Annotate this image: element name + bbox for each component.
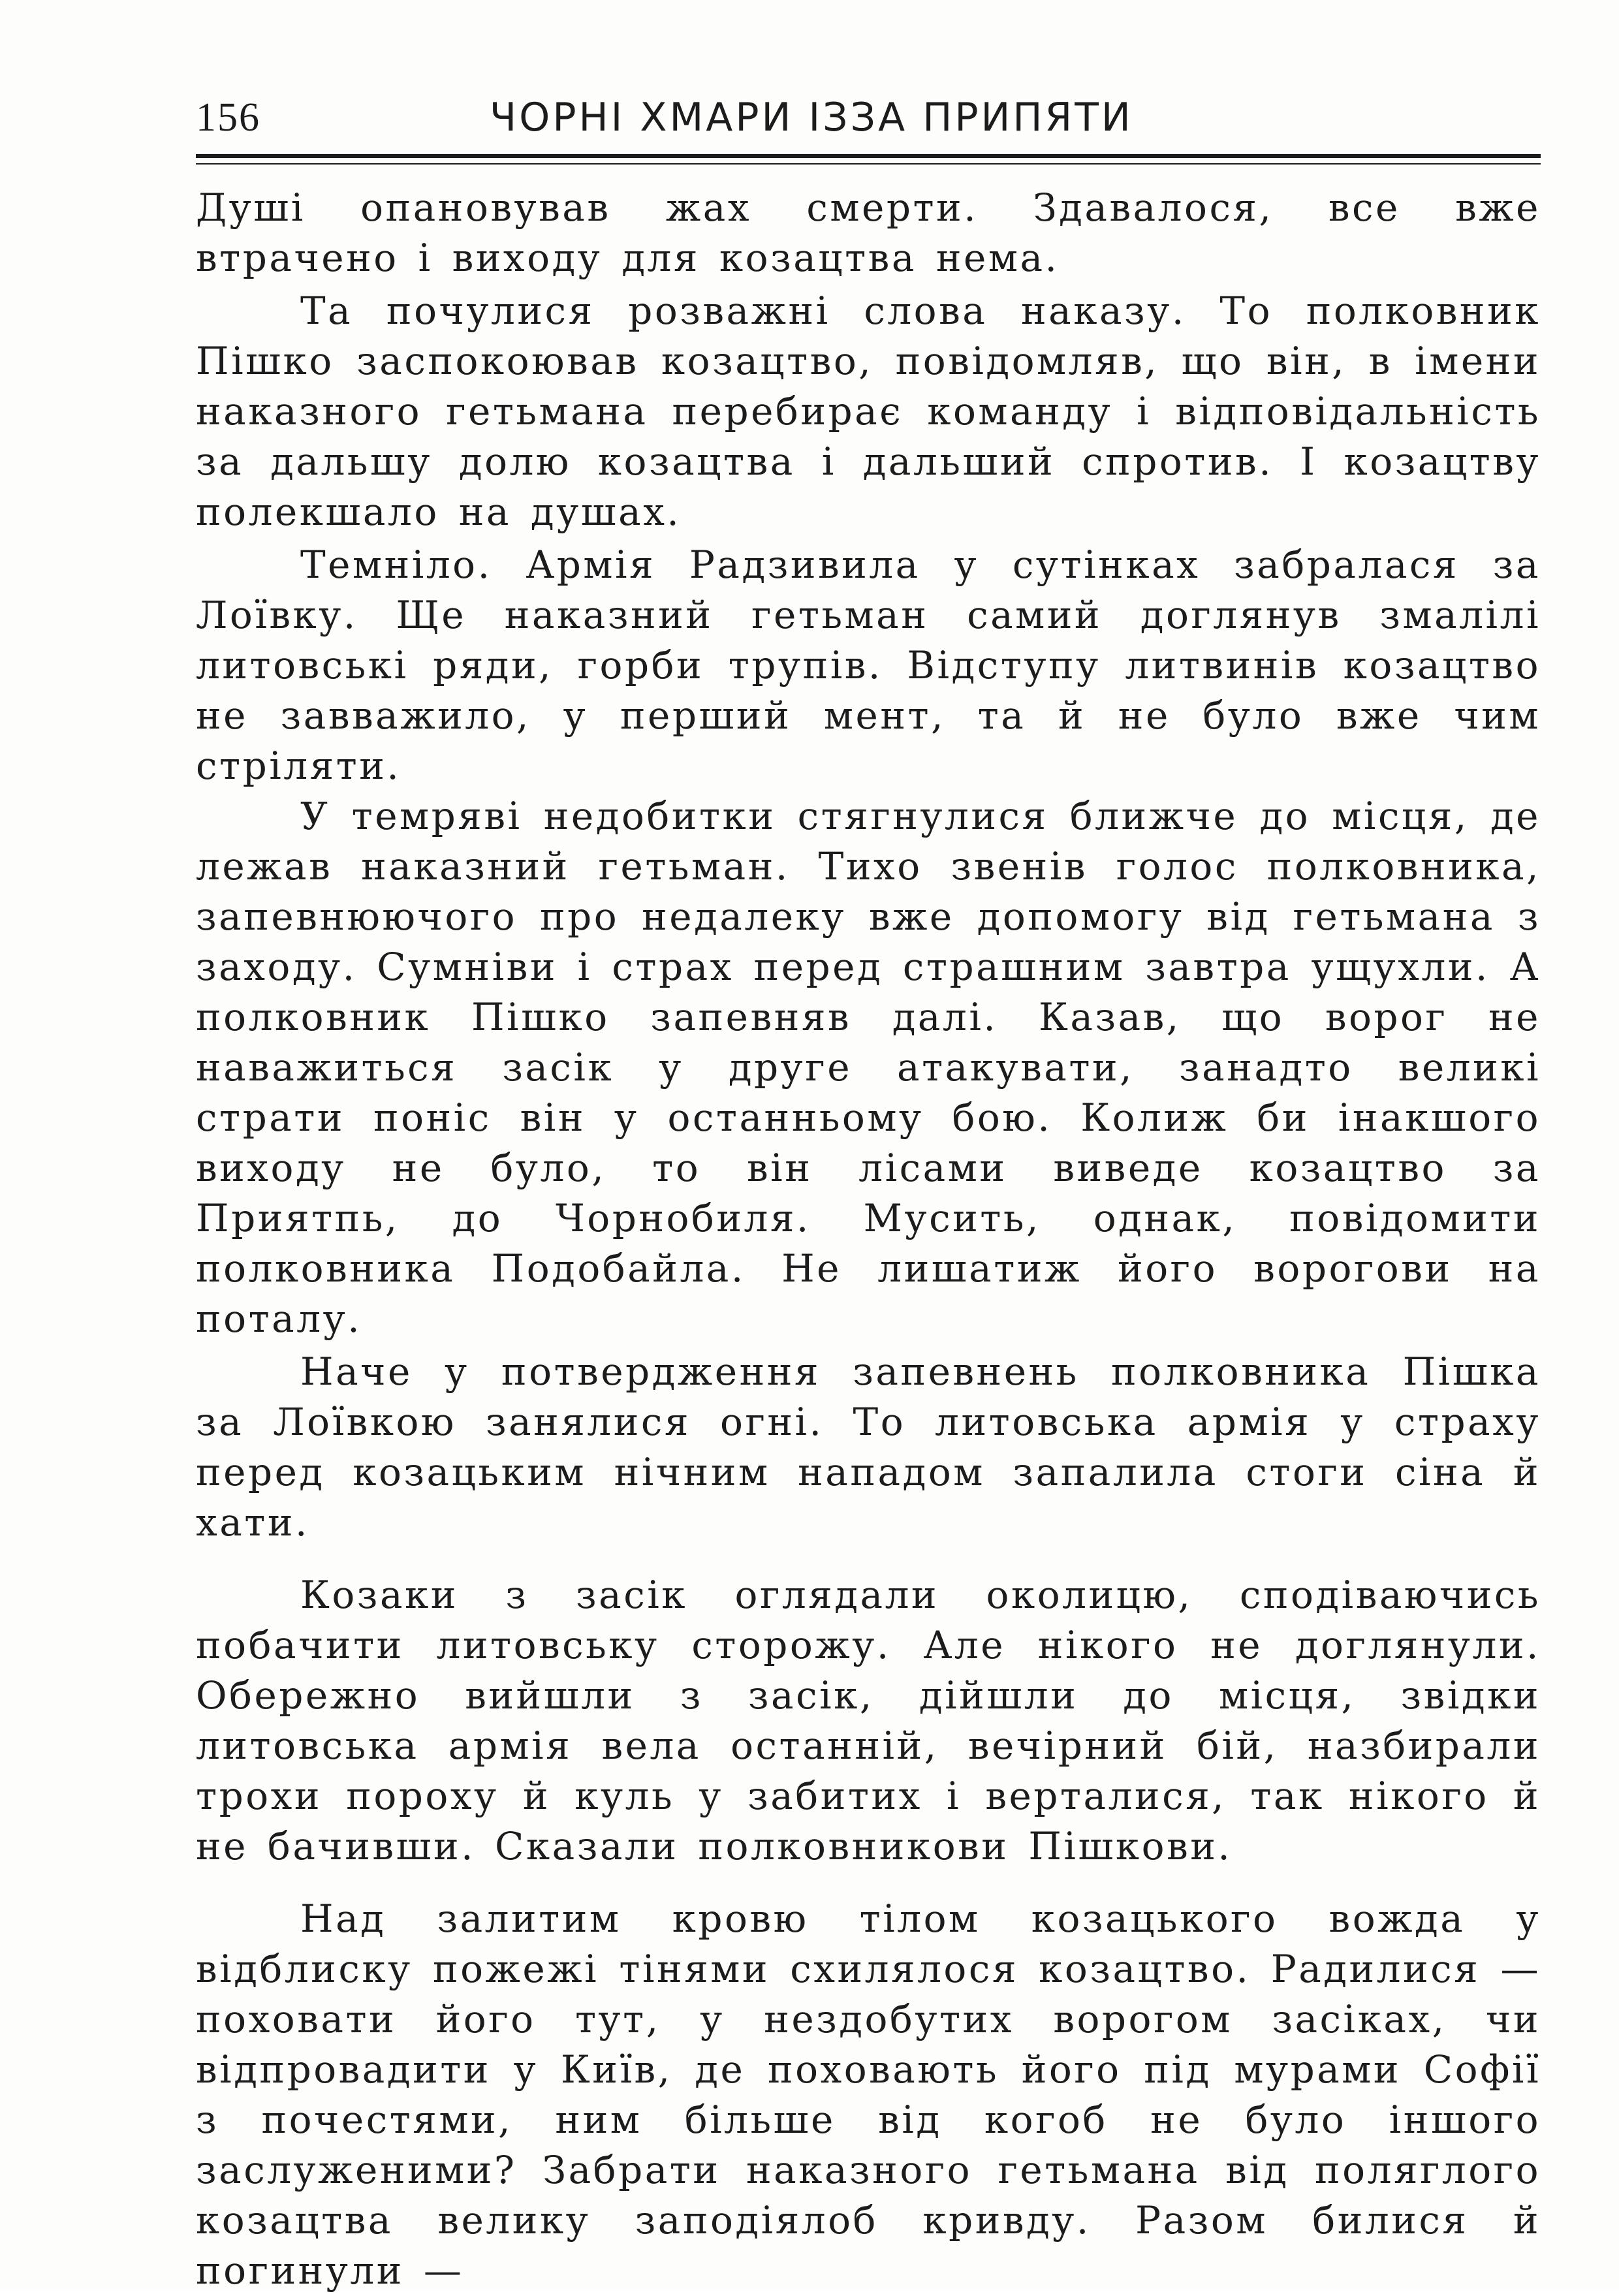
paragraph: Наче у потвердження запевнень полковника Пішка за Лоївкою занялися огні. То литовська армія у страху перед козацьким нічним нападом запалила стоги сіна й хати. xyxy=(196,1349,1541,1545)
paragraph: Темніло. Армія Радзивила у сутінках забралася за Лоївку. Ще наказний гетьман самий доглянув змалілі литовські ряди, горби трупів. Відступу литвинів козацтво не завважило, у перший мент, та й не було вже чим стріляти. xyxy=(196,543,1541,788)
paragraph: У темряві недобитки стягнулися ближче до місця, де лежав наказний гетьман. Тихо звенів голос полковника, запевнюючого про недалеку вже допомогу від гетьмана з заходу. Сумніви і страх перед страшним завтра ущухли. А полковник Пішко запевняв далі. Казав, що ворог не наважиться засік у друге атакувати, занадто великі страти поніс він у останньому бою. Колиж би інакшого виходу не було, то він лісами виведе козацтво за Приятпь, до Чорнобиля. Мусить, однак, повідомити полковника Подобайла. Не лишатиж його ворогови на поталу. xyxy=(196,794,1541,1341)
paragraph: Козаки з засік оглядали околицю, сподіваючись побачити литовську сторожу. Але нікого не доглянули. Обережно вийшли з засік, дійшли до місця, звідки литовська армія вела останній, вечірний бій, назбирали трохи пороху й куль у забитих і верталися, так нікого й не бачивши. Сказали полковникови Пішкови. xyxy=(196,1573,1541,1868)
paragraph: Над залитим кровю тілом козацького вожда у відблиску пожежі тінями схилялося козацтво. Радилися — поховати його тут, у нездобутих ворогом засіках, чи відпровадити у Київ, де поховають його під мурами Софії з почестями, ним більше від когоб не було іншого заслуженими? Забрати наказного гетьмана від поляглого козацтва велику заподіялоб кривду. Разом билися й погинули — xyxy=(196,1896,1541,2293)
body-text xyxy=(196,183,1541,2293)
header-rule-thin xyxy=(196,163,1541,165)
running-title: ЧОРНІ ХМАРИ ІЗЗА ПРИПЯТИ xyxy=(490,95,1133,140)
paragraph: Та почулися розважні слова наказу. То полковник Пішко заспокоював козацтво, повідомляв, що він, в імени наказного гетьмана перебирає команду і відповідальність за дальшу долю козацтва і дальший спротив. І козацтву полекшало на душах. xyxy=(196,289,1541,534)
page-number: 156 xyxy=(196,95,260,140)
running-head xyxy=(196,91,1541,144)
header-rule-thick xyxy=(196,154,1541,158)
paragraph: Душі опановував жах смерти. Здавалося, все вже втрачено і виходу для козацтва нема. xyxy=(196,185,1541,280)
